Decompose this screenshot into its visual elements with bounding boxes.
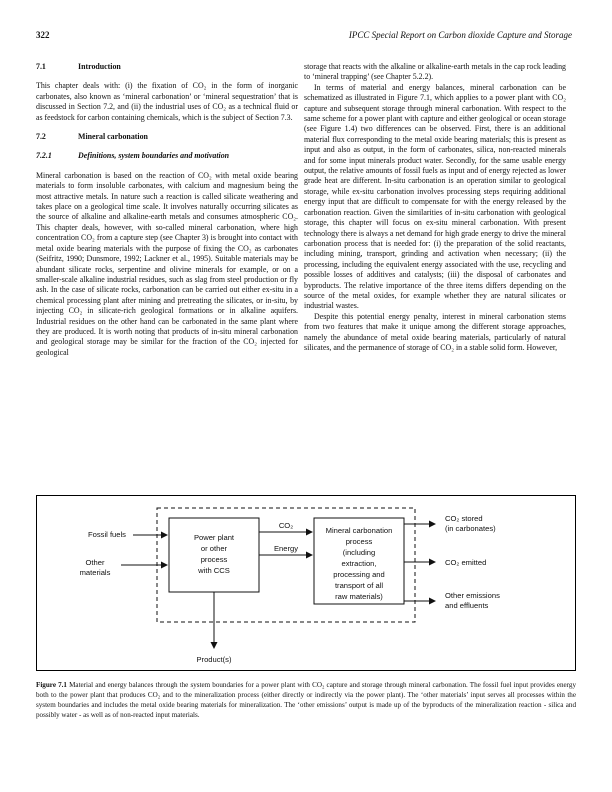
power-line4: with CCS bbox=[198, 566, 230, 575]
section-number: 7.2 bbox=[36, 132, 46, 142]
power-line3: process bbox=[200, 555, 228, 564]
input-fossil-fuels: Fossil fuels bbox=[88, 530, 126, 539]
section-heading-7-2 bbox=[36, 132, 298, 142]
running-title: IPCC Special Report on Carbon dioxide Capture and Storage bbox=[348, 30, 572, 40]
output-co2-stored-line1: CO₂ stored bbox=[445, 514, 483, 523]
subsection-number: 7.2.1 bbox=[36, 151, 52, 161]
mineral-line1: Mineral carbonation bbox=[325, 526, 393, 535]
section-title: Mineral carbonation bbox=[78, 132, 148, 142]
co2-flow-label: CO₂ bbox=[278, 521, 294, 530]
caption-label: Figure 7.1 bbox=[36, 681, 67, 689]
mineral-line5: processing and bbox=[333, 570, 385, 579]
section-title: Introduction bbox=[78, 62, 121, 71]
output-other-line2: and effluents bbox=[445, 601, 489, 610]
energy-flow-label: Energy bbox=[273, 544, 299, 553]
mineral-line6: transport of all bbox=[334, 581, 384, 590]
body-paragraph: In terms of material and energy balances, mineral carbonation can be schematized as illustrated in Figure 7.1, which applies to a power plant with CO₂ capture and subsequent storage through mineral carbonation. With respect to the same scheme for a power plant with capture and either geological or ocean storage (see Figure 1.4) two differences can be observed. First, there is an additional material flux corresponding to the metal oxide bearing materials; this is present as input and also as output, in the form of carbonates, silica, non-reacted minerals and for some input minerals product water. Secondly, for the same usable energy output, the relative amounts of fossil fuels as input and of energy rejected as lower grade heat are different. In-situ carbonation is an operation similar to geological storage, while ex-situ carbonation involves processing steps requiring additional energy input that are difficult to compensate for with the energy released by the carbonation reaction. Given the similarities of in-situ carbonation with geological storage, this chapter will focus on ex-situ mineral carbonation. With present technology there is always a net demand for high grade energy to drive the mineral carbonation process that is needed for: (i) the preparation of the solid reactants, including mining, transport, grinding and activation when necessary; (ii) the processing, including the equivalent energy associated with the use, recycling and possible losses of additives and catalysts; (iii) the disposal of carbonates and byproducts. The relative importance of the three items differs depending on the source of the metal oxides, for example whether they are natural silicates or industrial wastes. bbox=[304, 82, 566, 311]
mineral-line2: process bbox=[345, 537, 373, 546]
subsection-heading-7-2-1 bbox=[36, 151, 298, 161]
section-number: 7.1 bbox=[36, 62, 46, 71]
input-other-line2: materials bbox=[79, 568, 111, 577]
input-other-line1: Other bbox=[85, 558, 105, 567]
body-paragraph: Despite this potential energy penalty, interest in mineral carbonation stems from two features that make it unique among the different storage approaches, namely the abundance of metal oxide bearing materials, particularly of natural silicates, and the permanence of storage of CO₂ in a stable solid form. However, bbox=[304, 311, 566, 352]
output-co2-stored-line2: (in carbonates) bbox=[445, 524, 496, 533]
mineral-line4: extraction, bbox=[341, 559, 377, 568]
figure-caption bbox=[36, 680, 576, 720]
mineral-line3: (including bbox=[342, 548, 376, 557]
flow-diagram bbox=[37, 496, 577, 672]
figure-7-1 bbox=[36, 495, 576, 671]
caption-text: Material and energy balances through the system boundaries for a power plant with CO₂ capture and storage through mineral carbonation. The fossil fuel input provides energy both to the power plant that produces CO₂ and to the mineralization process (either directly or indirectly via the power plant). The ‘other materials’ input serves all processes within the system boundaries and includes the metal oxide bearing materials for mineralization. The ‘other emissions’ output is made up of the byproducts of the mineralization reaction - silica and possibly water - as well as of non-reacted input materials. bbox=[36, 681, 577, 719]
subsection-title: Definitions, system boundaries and motivation bbox=[78, 151, 230, 161]
section-heading-7-1 bbox=[36, 62, 298, 72]
mineral-line7: raw materials) bbox=[335, 592, 383, 601]
output-other-line1: Other emissions bbox=[445, 591, 500, 600]
left-column bbox=[36, 62, 298, 367]
power-line2: or other bbox=[200, 544, 228, 553]
output-products: Product(s) bbox=[196, 655, 232, 664]
page-number: 322 bbox=[36, 30, 50, 40]
power-line1: Power plant bbox=[193, 533, 235, 542]
right-column bbox=[304, 62, 566, 353]
output-co2-emitted: CO₂ emitted bbox=[445, 558, 487, 567]
body-paragraph: Mineral carbonation is based on the reaction of CO₂ with metal oxide bearing materials to form insoluble carbonates, with calcium and magnesium being the most attractive metals. In nature such a reaction is called silicate weathering and takes place on a geological time scale. It involves naturally occurring silicates as the source of alkaline and alkaline-earth metals and consumes atmospheric CO₂. This chapter deals, however, with so-called mineral carbonation, where high concentration CO₂ from a capture step (see Chapter 3) is brought into contact with metal oxide bearing materials with the purpose of fixing the CO₂ as carbonates (Seifritz, 1990; Dunsmore, 1992; Lackner et al., 1995). Suitable materials may be abundant silicate rocks, serpentine and olivine minerals for example, or on a smaller-scale alkaline industrial residues, such as slag from steel production or fly ash. In the case of silicate rocks, carbonation can be carried out either ex-situ in a chemical processing plant after mining and pretreating the silicates, or in-situ, by injecting CO₂ in silicate-rich geological formations or in alkaline aquifers. Industrial residues on the other hand can be carbonated in the same plant where they are produced. It is worth noting that products of in-situ mineral carbonation and geological storage may be similar for the fraction of the CO₂ injected for geological bbox=[36, 170, 298, 357]
body-paragraph: storage that reacts with the alkaline or alkaline-earth metals in the cap rock leading to ‘mineral trapping’ (see Chapter 5.2.2). bbox=[304, 62, 566, 82]
intro-paragraph: This chapter deals with: (i) the fixation of CO₂ in the form of inorganic carbonates, also known as ‘mineral carbonation’ or ‘mineral sequestration’ that is discussed in Section 7.2, and (ii) the industrial uses of CO₂ as a technical fluid or as feedstock for carbon containing chemicals, which is the subject of Section 7.3. bbox=[36, 81, 298, 122]
